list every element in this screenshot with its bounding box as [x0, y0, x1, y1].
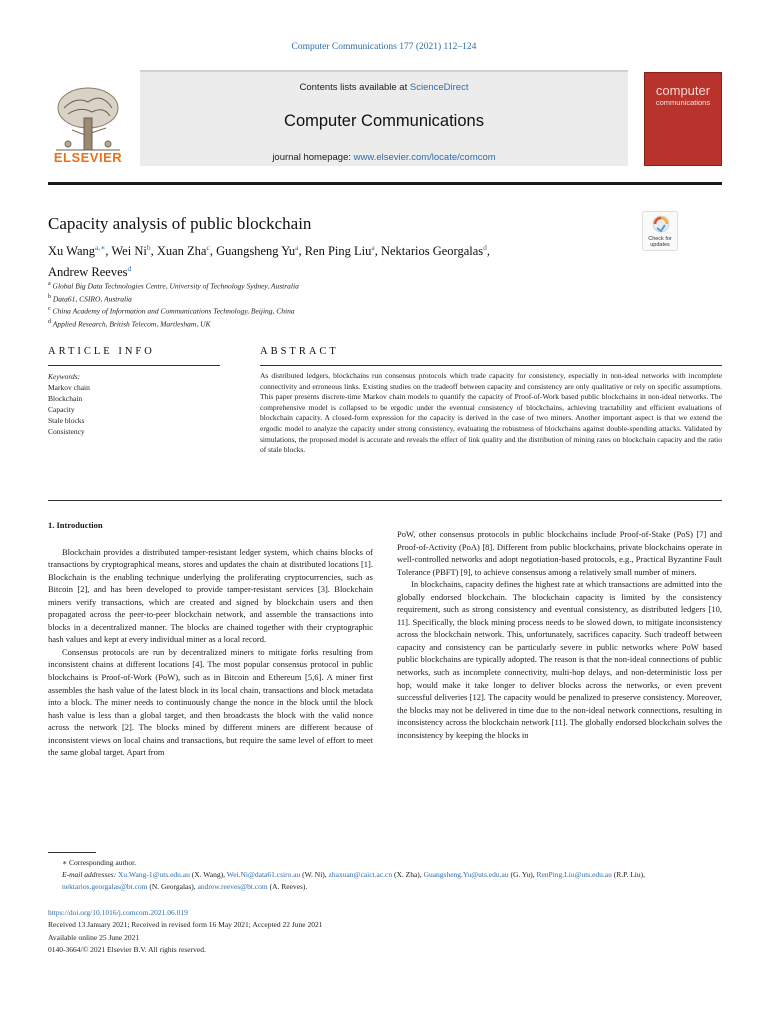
header-divider	[48, 182, 722, 185]
publication-info	[48, 907, 548, 956]
body-paragraph: PoW, other consensus protocols in public blockchains include Proof-of-Stake (PoS) [7] and Proof-of-Activity (PoA) [8]. Different from public blockchains, private blockchains operate in well-controlled networks and adopt negotiation-based protocols, e.g., Practical Byzantine Fault Tolerance (PBFT) [9], to achieve consensus among a relatively small number of miners.	[397, 529, 722, 577]
copyright-line: 0140-3664/© 2021 Elsevier B.V. All rights reserved.	[48, 944, 206, 954]
check-updates-label: Check for updates	[648, 236, 672, 248]
affiliation-item	[48, 317, 568, 330]
contents-prefix: Contents lists available at	[299, 82, 410, 93]
author-email-owner: (X. Zha),	[392, 870, 424, 879]
author-name[interactable]: Ren Ping Liu	[304, 244, 372, 259]
author-separator: ,	[150, 244, 157, 259]
author-affiliation-marker[interactable]: a	[295, 243, 299, 252]
homepage-line	[140, 152, 628, 163]
author-affiliation-marker[interactable]: d	[483, 243, 487, 252]
corresponding-author-note: ∗ Corresponding author.	[62, 858, 137, 867]
author-affiliation-marker[interactable]: a,∗	[95, 243, 106, 252]
abstract-bottom-rule	[48, 500, 722, 501]
affiliation-text: Global Big Data Technologies Centre, University of Technology Sydney, Australia	[52, 281, 299, 291]
check-for-updates-badge[interactable]	[642, 211, 678, 251]
homepage-link[interactable]: www.elsevier.com/locate/comcom	[353, 152, 496, 163]
keyword-item: Stale blocks	[48, 416, 85, 425]
online-date: Available online 25 June 2021	[48, 932, 140, 942]
author-email-owner: (W. Ni),	[300, 870, 329, 879]
homepage-prefix: journal homepage:	[272, 152, 354, 163]
author-name[interactable]: Wei Ni	[111, 244, 147, 259]
keywords-label: Keywords:	[48, 372, 81, 381]
sciencedirect-link[interactable]: ScienceDirect	[409, 82, 469, 93]
doi-link[interactable]: https://doi.org/10.1016/j.comcom.2021.06.019	[48, 908, 188, 917]
author-email-owner: (G. Yu),	[508, 870, 537, 879]
author-email-link[interactable]: nektarios.georgalas@bt.com	[62, 882, 148, 891]
footnotes	[48, 857, 722, 893]
keyword-item: Blockchain	[48, 394, 83, 403]
keyword-item: Markov chain	[48, 383, 90, 392]
check-updates-icon	[643, 212, 679, 236]
article-title: Capacity analysis of public blockchain	[48, 214, 312, 233]
journal-cover-thumbnail[interactable]	[644, 72, 722, 166]
article-info-rule	[48, 365, 220, 366]
author-email-owner: (N. Georgalas),	[147, 882, 198, 891]
affiliation-marker: c	[48, 306, 51, 312]
keyword-item: Capacity	[48, 405, 75, 414]
affiliation-item	[48, 292, 568, 305]
received-dates: Received 13 January 2021; Received in revised form 16 May 2021; Accepted 22 June 2021	[48, 920, 323, 930]
body-column-left	[48, 519, 373, 759]
affiliation-marker: a	[48, 281, 51, 287]
journal-header	[48, 70, 722, 170]
author-email-link[interactable]: Xu.Wang-1@uts.edu.au	[117, 870, 190, 879]
journal-title: Computer Communications	[284, 112, 484, 130]
affiliation-marker: b	[48, 293, 51, 300]
cover-subtitle: communications	[655, 98, 711, 107]
author-email-owner: (R.P. Liu),	[611, 870, 646, 879]
abstract-heading: ABSTRACT	[260, 346, 339, 357]
author-name[interactable]: Xu Wang	[48, 244, 96, 259]
affiliation-marker: d	[48, 318, 51, 325]
affiliation-text: China Academy of Information and Communications Technology, Beijing, China	[52, 306, 295, 316]
affiliation-item	[48, 304, 568, 317]
author-email-owner: (A. Reeves).	[267, 882, 308, 891]
author-affiliation-marker[interactable]: b	[146, 243, 151, 252]
affiliation-text: Data61, CSIRO, Australia	[52, 294, 132, 303]
author-name[interactable]: Nektarios Georgalas	[380, 244, 484, 259]
body-column-right	[397, 528, 722, 741]
article-info-heading: ARTICLE INFO	[48, 346, 155, 357]
author-email-link[interactable]: Guangsheng.Yu@uts.edu.au	[423, 870, 509, 879]
author-email-link[interactable]: zhaxuan@caict.ac.cn	[328, 870, 393, 879]
keywords-block	[48, 371, 220, 437]
author-email-link[interactable]: RenPing.Liu@uts.edu.au	[536, 870, 612, 879]
email-label: E-mail addresses:	[62, 870, 117, 879]
affiliation-text: Applied Research, British Telecom, Martlesham, UK	[52, 319, 211, 328]
journal-citation-link[interactable]: Computer Communications 177 (2021) 112–124	[291, 42, 477, 52]
keyword-item: Consistency	[48, 427, 85, 436]
author-email-owner: (X. Wang),	[189, 870, 227, 879]
author-name[interactable]: Andrew Reeves	[48, 265, 128, 280]
author-affiliation-marker[interactable]: d	[127, 264, 132, 274]
author-separator: ,	[374, 244, 381, 259]
affiliation-list	[48, 279, 568, 329]
author-affiliation-marker[interactable]: a	[371, 243, 375, 252]
author-email-link[interactable]: andrew.reeves@bt.com	[197, 882, 268, 891]
author-name[interactable]: Guangsheng Yu	[216, 244, 296, 259]
abstract-text: As distributed ledgers, blockchains run consensus protocols which trade capacity for consistency, especially in non-ideal networks with incomplete connectivity and erroneous links. Existing studies on the tradeoff between capacity and consistency are only qualitative or rely on specific assumptions. This paper presents discrete-time Markov chain models to quantify the capacity of Proof-of-Work based public blockchains in non-ideal networks. The comprehensive model is collapsed to be ergodic under the eventual consistency of blockchains, achieving tractability and efficient evaluations of blockchain capacity. A closed-form expression for the capacity is derived in the case of two miners. Another important aspect is that we extend the ergodic model to analyze the capacity under strong consistency, evaluating the robustness of blockchains against double-spending attacks. Validated by simulations, the proposed model is accurate and reveals the effect of link quality and the distribution of mining rates on blockchain capacity and the ratio of stale blocks.	[260, 371, 722, 455]
author-affiliation-marker[interactable]: c	[206, 243, 210, 252]
author-separator: ,	[486, 244, 491, 259]
body-paragraph: Consensus protocols are run by decentralized miners to mitigate forks resulting from inconsistent chains at different locations [4]. The most popular consensus protocol in public blockchains is Proof-of-Work (PoW), such as in Bitcoin and Ethereum [5,6]. A miner first assembles the hash value of the latest block in its local chain, transactions and block metadata into a block. The miner needs to continuously change the nonce in the block until the block hash value is less than a global target, and then broadcasts the block with the valid nonce across the network [2]. The blocks mined by different miners are different because of inconsistent views on local chains and transactions, but require the same level of effort to meet the same global target. Apart from	[48, 646, 373, 758]
contents-line	[140, 82, 628, 93]
email-addresses	[48, 869, 722, 893]
journal-info-box	[140, 70, 628, 166]
body-paragraph: In blockchains, capacity defines the highest rate at which transactions are admitted into the globally endorsed blockchain. The blockchain capacity is limited by the consistency requirement, such as strong consistency and eventual consistency, as distributed ledgers [10, 11]. Specifically, the block mining process needs to be slowed down, to mitigate inconsistency across the blockchain network. This, unfortunately, sacrifices capacity. Such tradeoff between capacity and consistency can be particularly severe in public networks where PoW based public blockchains are typically adopted. The reason is that the non-ideal connections of public networks, such as incomplete connectivity, multi-hop delays, and non-deterministic loss per hop, would make it take longer to deliver blocks across the networks, or even prevent successful deliveries [12]. The capacity would be penalized to preserve consistency. Moreover, the blocks may not be delivered in time due to the non-ideal network connections, resulting in inconsistency across the blockchain network [11]. The globally endorsed blockchain solves the inconsistency by keeping the blocks in	[397, 579, 722, 740]
footnote-rule	[48, 852, 96, 853]
author-separator: ,	[105, 244, 112, 259]
author-list	[48, 239, 628, 281]
author-email-link[interactable]: Wei.Ni@data61.csiro.au	[226, 870, 301, 879]
elsevier-wordmark: ELSEVIER	[53, 150, 123, 165]
cover-title: computer	[655, 83, 711, 98]
section-heading: 1. Introduction	[48, 520, 103, 530]
affiliation-item	[48, 279, 568, 292]
body-paragraph: Blockchain provides a distributed tamper-resistant ledger system, which chains blocks of transactions by cryptographical means, stores and updates the chain at distributed locations [1]. Blockchain is the enabling technique underlying the proliferating cryptocurrencies, such as Bitcoin [2], and has been developed to provide tamper-resistant services [3]. Blockchain miners verify transactions, which are created and signed by blockchain users and then propagated across the peer-to-peer blockchain network, and assemble the transactions into blocks in a decentralized manner. The blocks are chained together with their cryptographic hash values and kept at every individual miner as a local record.	[48, 546, 373, 645]
author-name[interactable]: Xuan Zha	[156, 244, 207, 259]
author-separator: ,	[298, 244, 305, 259]
abstract-rule	[260, 365, 722, 366]
author-separator: ,	[209, 244, 217, 259]
